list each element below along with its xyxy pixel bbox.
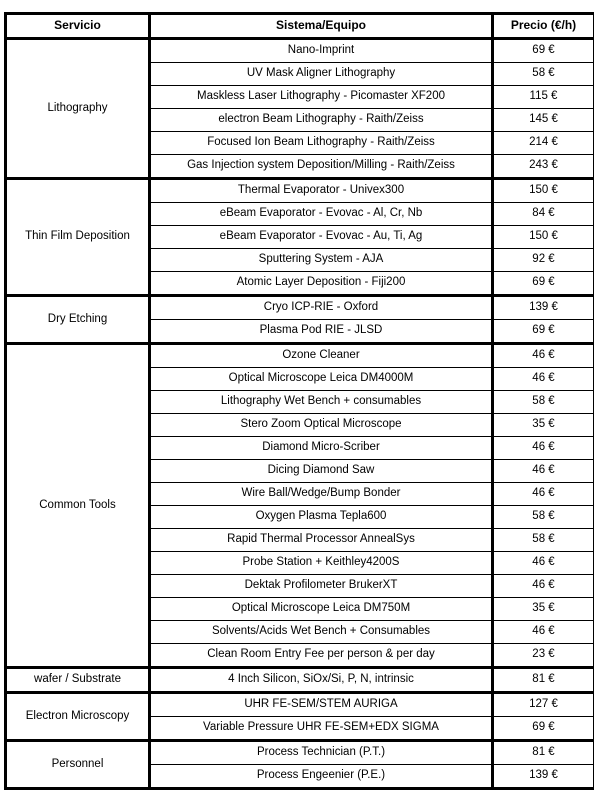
equipment-cell: Ozone Cleaner [150, 344, 493, 368]
price-cell: 46 € [493, 460, 594, 483]
column-header-servicio: Servicio [6, 14, 150, 39]
price-cell: 58 € [493, 63, 594, 86]
price-cell: 214 € [493, 132, 594, 155]
price-cell: 69 € [493, 39, 594, 63]
price-cell: 46 € [493, 368, 594, 391]
equipment-cell: Maskless Laser Lithography - Picomaster XF200 [150, 86, 493, 109]
service-cell: Common Tools [6, 344, 150, 668]
price-cell: 23 € [493, 644, 594, 668]
equipment-cell: Cryo ICP-RIE - Oxford [150, 296, 493, 320]
table-row [6, 741, 594, 765]
price-cell: 139 € [493, 296, 594, 320]
price-cell: 58 € [493, 391, 594, 414]
equipment-cell: Nano-Imprint [150, 39, 493, 63]
equipment-cell: Dektak Profilometer BrukerXT [150, 575, 493, 598]
equipment-cell: Atomic Layer Deposition - Fiji200 [150, 272, 493, 296]
equipment-cell: Gas Injection system Deposition/Milling - Raith/Zeiss [150, 155, 493, 179]
equipment-cell: Optical Microscope Leica DM4000M [150, 368, 493, 391]
price-cell: 84 € [493, 203, 594, 226]
equipment-cell: Wire Ball/Wedge/Bump Bonder [150, 483, 493, 506]
equipment-cell: electron Beam Lithography - Raith/Zeiss [150, 109, 493, 132]
price-cell: 69 € [493, 717, 594, 741]
equipment-cell: Probe Station + Keithley4200S [150, 552, 493, 575]
equipment-cell: Rapid Thermal Processor AnnealSys [150, 529, 493, 552]
price-cell: 46 € [493, 621, 594, 644]
equipment-cell: Sputtering System - AJA [150, 249, 493, 272]
price-cell: 46 € [493, 552, 594, 575]
service-cell: Lithography [6, 39, 150, 179]
price-cell: 35 € [493, 598, 594, 621]
price-cell: 46 € [493, 344, 594, 368]
header-row [6, 14, 594, 39]
equipment-cell: Clean Room Entry Fee per person & per day [150, 644, 493, 668]
table-header [6, 14, 594, 39]
equipment-cell: Variable Pressure UHR FE-SEM+EDX SIGMA [150, 717, 493, 741]
price-cell: 243 € [493, 155, 594, 179]
price-cell: 69 € [493, 320, 594, 344]
table-row [6, 179, 594, 203]
equipment-cell: Process Engeenier (P.E.) [150, 765, 493, 789]
price-cell: 69 € [493, 272, 594, 296]
equipment-cell: eBeam Evaporator - Evovac - Al, Cr, Nb [150, 203, 493, 226]
price-cell: 115 € [493, 86, 594, 109]
equipment-cell: Focused Ion Beam Lithography - Raith/Zeiss [150, 132, 493, 155]
price-cell: 150 € [493, 179, 594, 203]
equipment-cell: Solvents/Acids Wet Bench + Consumables [150, 621, 493, 644]
column-header-precio: Precio (€/h) [493, 14, 594, 39]
price-cell: 46 € [493, 575, 594, 598]
table-row [6, 296, 594, 320]
equipment-cell: Process Technician (P.T.) [150, 741, 493, 765]
table-row [6, 668, 594, 693]
table-row [6, 344, 594, 368]
service-cell: Dry Etching [6, 296, 150, 344]
equipment-cell: Diamond Micro-Scriber [150, 437, 493, 460]
table-row [6, 693, 594, 717]
pricing-table [4, 12, 594, 790]
price-cell: 139 € [493, 765, 594, 789]
price-cell: 150 € [493, 226, 594, 249]
table-body [6, 39, 594, 789]
price-cell: 92 € [493, 249, 594, 272]
column-header-sistema-equipo: Sistema/Equipo [150, 14, 493, 39]
price-cell: 58 € [493, 529, 594, 552]
equipment-cell: Thermal Evaporator - Univex300 [150, 179, 493, 203]
price-cell: 46 € [493, 437, 594, 460]
equipment-cell: Optical Microscope Leica DM750M [150, 598, 493, 621]
equipment-cell: UHR FE-SEM/STEM AURIGA [150, 693, 493, 717]
price-cell: 58 € [493, 506, 594, 529]
equipment-cell: Lithography Wet Bench + consumables [150, 391, 493, 414]
table-row [6, 39, 594, 63]
price-cell: 81 € [493, 741, 594, 765]
service-cell: wafer / Substrate [6, 668, 150, 693]
equipment-cell: Stero Zoom Optical Microscope [150, 414, 493, 437]
price-cell: 35 € [493, 414, 594, 437]
service-cell: Personnel [6, 741, 150, 789]
price-cell: 81 € [493, 668, 594, 693]
equipment-cell: Plasma Pod RIE - JLSD [150, 320, 493, 344]
equipment-cell: Dicing Diamond Saw [150, 460, 493, 483]
price-cell: 46 € [493, 483, 594, 506]
service-cell: Thin Film Deposition [6, 179, 150, 296]
price-cell: 145 € [493, 109, 594, 132]
equipment-cell: UV Mask Aligner Lithography [150, 63, 493, 86]
service-cell: Electron Microscopy [6, 693, 150, 741]
equipment-cell: Oxygen Plasma Tepla600 [150, 506, 493, 529]
price-cell: 127 € [493, 693, 594, 717]
equipment-cell: 4 Inch Silicon, SiOx/Si, P, N, intrinsic [150, 668, 493, 693]
equipment-cell: eBeam Evaporator - Evovac - Au, Ti, Ag [150, 226, 493, 249]
